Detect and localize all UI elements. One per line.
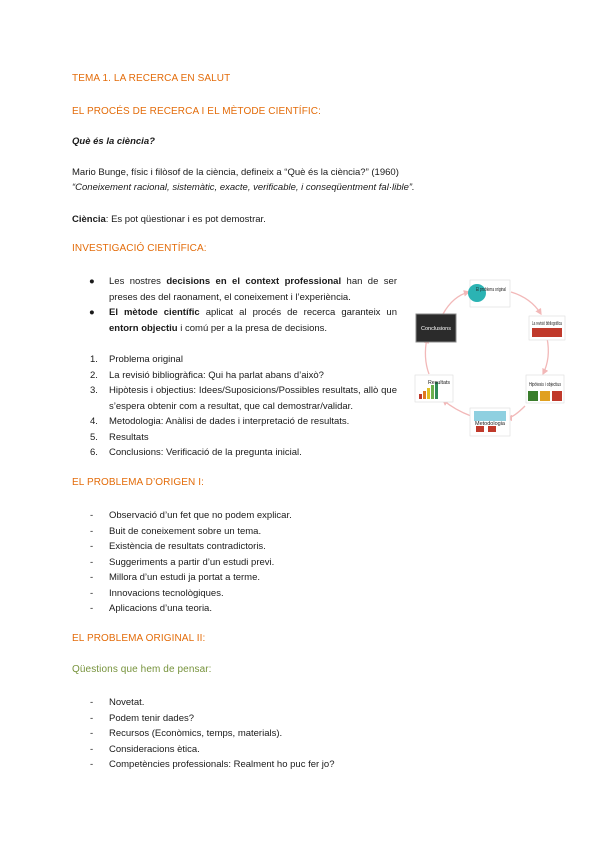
bullet-bold: El mètode científic [109, 307, 200, 318]
step-item [72, 430, 397, 446]
step-text: Hipòtesis i objectius: Idees/Suposicions/Possibles resultats, allò que s’espera obtenir com a resultat, que cal demostrar/validar. [109, 385, 397, 412]
questions-subheading: Qüestions que hem de pensar: [72, 664, 212, 675]
dash-marker: - [90, 525, 94, 537]
cycle-node-resultats [415, 375, 453, 402]
question-text: Què és la ciència? [72, 136, 155, 147]
dash-marker: - [90, 743, 94, 755]
list-item-text: Innovacions tecnològiques. [109, 587, 224, 599]
step-number: 2. [90, 369, 98, 381]
dash-marker: - [90, 556, 94, 568]
list-item-text: Recursos (Econòmics, temps, materials). [109, 728, 283, 739]
step-item [72, 352, 397, 368]
list-item-text: Buit de coneixement sobre un tema. [109, 525, 262, 537]
list-item-text: Novetat. [109, 697, 145, 708]
dash-marker: - [90, 759, 94, 770]
bullet-text: aplicat al procés de recerca garanteix un [199, 307, 398, 318]
step-text: La revisió bibliogràfica: Qui ha parlat abans d’això? [109, 369, 324, 381]
list-item [72, 508, 402, 524]
step-text: Resultats [109, 431, 149, 443]
cycle-node-conclusions [416, 314, 456, 342]
bullet-item [72, 305, 397, 336]
cycle-arrow [443, 400, 471, 416]
bullet-text: Les nostres [109, 276, 167, 287]
document-title: TEMA 1. LA RECERCA EN SALUT [72, 73, 231, 84]
cycle-label-metodologia: Metodologia [475, 421, 506, 427]
bunge-quote: “Coneixement racional, sistemàtic, exacte, verificable, i conseqüentment fal·lible”. [72, 182, 415, 193]
bullet-text: i comú per a la presa de decisions. [177, 322, 328, 334]
list-item-text: Existència de resultats contradictoris. [109, 541, 266, 552]
cycle-node-hipotesis [526, 375, 564, 403]
cycle-node-problema [468, 280, 510, 307]
list-item [72, 711, 402, 727]
step-text: Problema original [109, 354, 183, 365]
section-heading-investigacio: INVESTIGACIÓ CIENTÍFICA: [72, 243, 207, 254]
step-number: 4. [90, 416, 98, 427]
bullet-item [72, 274, 397, 305]
list-item-text: Observació d’un fet que no podem explicar. [109, 510, 292, 521]
step-text: Conclusions: Verificació de la pregunta inicial. [109, 447, 302, 458]
list-item-text: Competències professionals: Realment ho puc fer jo? [109, 759, 335, 770]
section-heading-proces: EL PROCÉS DE RECERCA I EL MÈTODE CIENTÍFIC: [72, 106, 321, 117]
cycle-arrow [443, 292, 469, 314]
list-item-text: Millora d’un estudi ja portat a terme. [109, 572, 261, 583]
list-item [72, 570, 402, 586]
step-item [72, 445, 397, 461]
steps-list [72, 352, 397, 461]
step-number: 5. [90, 431, 98, 443]
dash-marker: - [90, 697, 94, 708]
section-heading-origen-i: EL PROBLEMA D’ORIGEN I: [72, 477, 204, 488]
list-item [72, 539, 402, 555]
questions-list [72, 695, 402, 773]
list-item-text: Suggeriments a partir d’un estudi previ. [109, 556, 275, 568]
list-item [72, 601, 402, 617]
list-item [72, 742, 402, 758]
cycle-arrow [425, 338, 429, 374]
step-item [72, 368, 397, 384]
list-item [72, 524, 402, 540]
list-item [72, 757, 402, 773]
list-item-text: Consideracions ètica. [109, 743, 200, 755]
step-number: 6. [90, 447, 98, 458]
dash-marker: - [90, 712, 94, 724]
bullet-list [72, 274, 397, 336]
bullet-text: han de ser preses des del raonament, el coneixement i l’experiència. [109, 276, 397, 303]
list-item [72, 726, 402, 742]
bullet-marker: ● [89, 276, 95, 287]
cycle-label-resultats: Resultats [428, 380, 451, 386]
list-item [72, 695, 402, 711]
list-item-text: Podem tenir dades? [109, 712, 195, 724]
cycle-label-conclusions: Conclusions [421, 326, 451, 332]
bullet-marker: ● [89, 307, 95, 318]
cycle-label-problema: El problema original [476, 287, 506, 293]
list-item [72, 586, 402, 602]
dash-marker: - [90, 728, 94, 739]
dash-marker: - [90, 587, 94, 599]
dash-marker: - [90, 603, 94, 614]
section-heading-original-ii: EL PROBLEMA ORIGINAL II: [72, 633, 206, 644]
cycle-label-hipotesis: Hipòtesis i objectius [529, 382, 562, 388]
bullet-bold: entorn objectiu [109, 322, 178, 334]
dash-marker: - [90, 510, 94, 521]
bullet-bold: decisions en el context professional [166, 276, 342, 287]
cycle-node-metodologia [470, 408, 510, 436]
step-item [72, 414, 397, 430]
ciencia-def-text: : Es pot qüestionar i es pot demostrar. [105, 214, 266, 225]
cycle-label-revisio: La revisió bibliogràfica [532, 321, 563, 327]
step-item [72, 383, 397, 414]
origen-list [72, 508, 402, 617]
step-number: 3. [90, 385, 98, 396]
cycle-node-revisio [529, 316, 565, 340]
dash-marker: - [90, 572, 94, 583]
step-text: Metodologia: Anàlisi de dades i interpretació de resultats. [109, 416, 350, 427]
bunge-line: Mario Bunge, físic i filòsof de la ciència, defineix a “Què és la ciència?” (1960) [72, 167, 399, 178]
cycle-arrow [511, 292, 541, 314]
list-item [72, 555, 402, 571]
ciencia-term: Ciència [72, 214, 106, 225]
list-item-text: Aplicacions d’una teoria. [109, 603, 212, 614]
research-cycle-diagram [413, 278, 566, 438]
cycle-arrow [543, 338, 548, 374]
step-number: 1. [90, 354, 98, 365]
ciencia-definition [72, 212, 266, 227]
dash-marker: - [90, 541, 94, 552]
